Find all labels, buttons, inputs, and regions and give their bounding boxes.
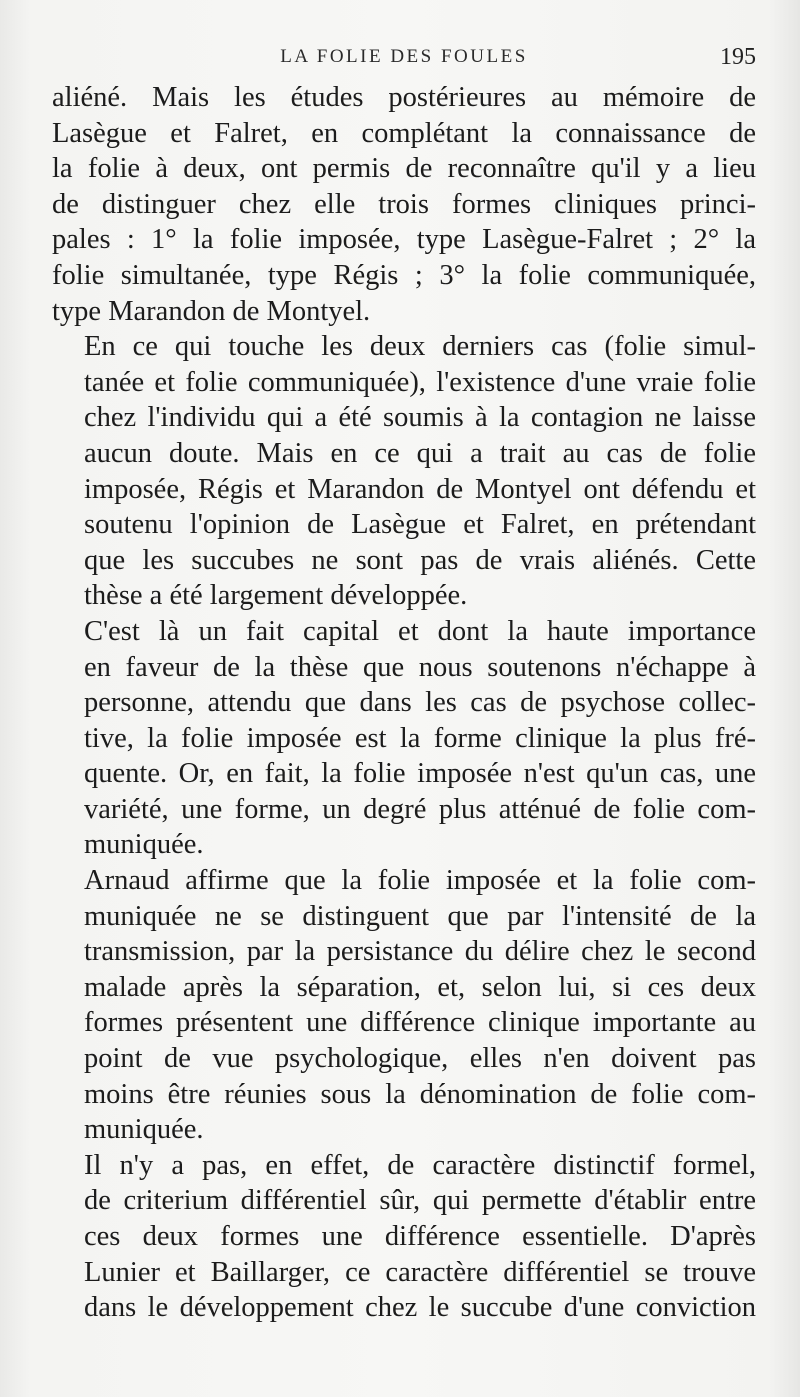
text-line: malade après la séparation, et, selon lui, si ces deux [84, 971, 756, 1003]
text-line: de distinguer chez elle trois formes cliniques princi- [52, 188, 756, 220]
text-line: moins être réunies sous la dénomination de folie com- [84, 1078, 756, 1110]
text-line: muniquée. [84, 829, 204, 861]
text-line: Lunier et Baillarger, ce caractère différentiel se trouve [84, 1256, 756, 1288]
text-line: Lasègue et Falret, en complétant la connaissance de [52, 117, 756, 149]
text-line: thèse a été largement développée. [84, 580, 468, 612]
paragraph-2 [52, 329, 756, 614]
paragraph-1 [52, 80, 756, 329]
text-line: muniquée. [84, 1114, 204, 1146]
paragraph-5 [52, 1148, 756, 1326]
text-line: de criterium différentiel sûr, qui permette d'établir entre [84, 1185, 756, 1217]
text-line: En ce qui touche les deux derniers cas (folie simul- [84, 331, 756, 363]
text-line: en faveur de la thèse que nous soutenons n'échappe à [84, 651, 756, 683]
text-line: ces deux formes une différence essentielle. D'après [84, 1221, 756, 1252]
text-line: formes présentent une différence clinique importante au [84, 1007, 756, 1039]
text-line: type Marandon de Montyel. [52, 295, 371, 327]
paragraph-4 [52, 863, 756, 1148]
text-line: quente. Or, en fait, la folie imposée n'est qu'un cas, une [84, 758, 756, 790]
text-line: aliéné. Mais les études postérieures au mémoire de [52, 82, 756, 113]
paragraph-3 [52, 614, 756, 863]
text-line: tive, la folie imposée est la forme clinique la plus fré- [84, 722, 756, 754]
text-line: folie simultanée, type Régis ; 3° la folie communiquée, [52, 259, 756, 291]
text-line: tanée et folie communiquée), l'existence d'une vraie folie [84, 366, 756, 398]
text-line: point de vue psychologique, elles n'en doivent pas [84, 1043, 756, 1075]
text-line: C'est là un fait capital et dont la haute importance [84, 615, 756, 647]
text-line: dans le développement chez le succube d'une conviction [84, 1292, 756, 1324]
text-line: pales : 1° la folie imposée, type Lasègue-Falret ; 2° la [52, 224, 756, 256]
page-number: 195 [720, 44, 756, 70]
body-text [52, 80, 756, 1326]
text-line: imposée, Régis et Marandon de Montyel ont défendu et [84, 473, 756, 505]
text-line: muniquée ne se distinguent que par l'intensité de la [84, 900, 756, 932]
text-line: que les succubes ne sont pas de vrais aliénés. Cette [84, 544, 756, 576]
text-line: variété, une forme, un degré plus atténué de folie com- [84, 793, 756, 825]
text-line: transmission, par la persistance du délire chez le second [84, 936, 756, 968]
text-line: Arnaud affirme que la folie imposée et la folie com- [84, 865, 756, 897]
text-line: soutenu l'opinion de Lasègue et Falret, en prétendant [84, 509, 756, 541]
page-header [50, 44, 758, 76]
text-line: personne, attendu que dans les cas de psychose collec- [84, 687, 756, 719]
text-line: Il n'y a pas, en effet, de caractère distinctif formel, [84, 1149, 756, 1181]
text-line: la folie à deux, ont permis de reconnaître qu'il y a lieu [52, 153, 756, 185]
running-title: LA FOLIE DES FOULES [280, 46, 528, 67]
text-line: chez l'individu qui a été soumis à la contagion ne laisse [84, 402, 756, 434]
text-line: aucun doute. Mais en ce qui a trait au cas de folie [84, 437, 756, 469]
